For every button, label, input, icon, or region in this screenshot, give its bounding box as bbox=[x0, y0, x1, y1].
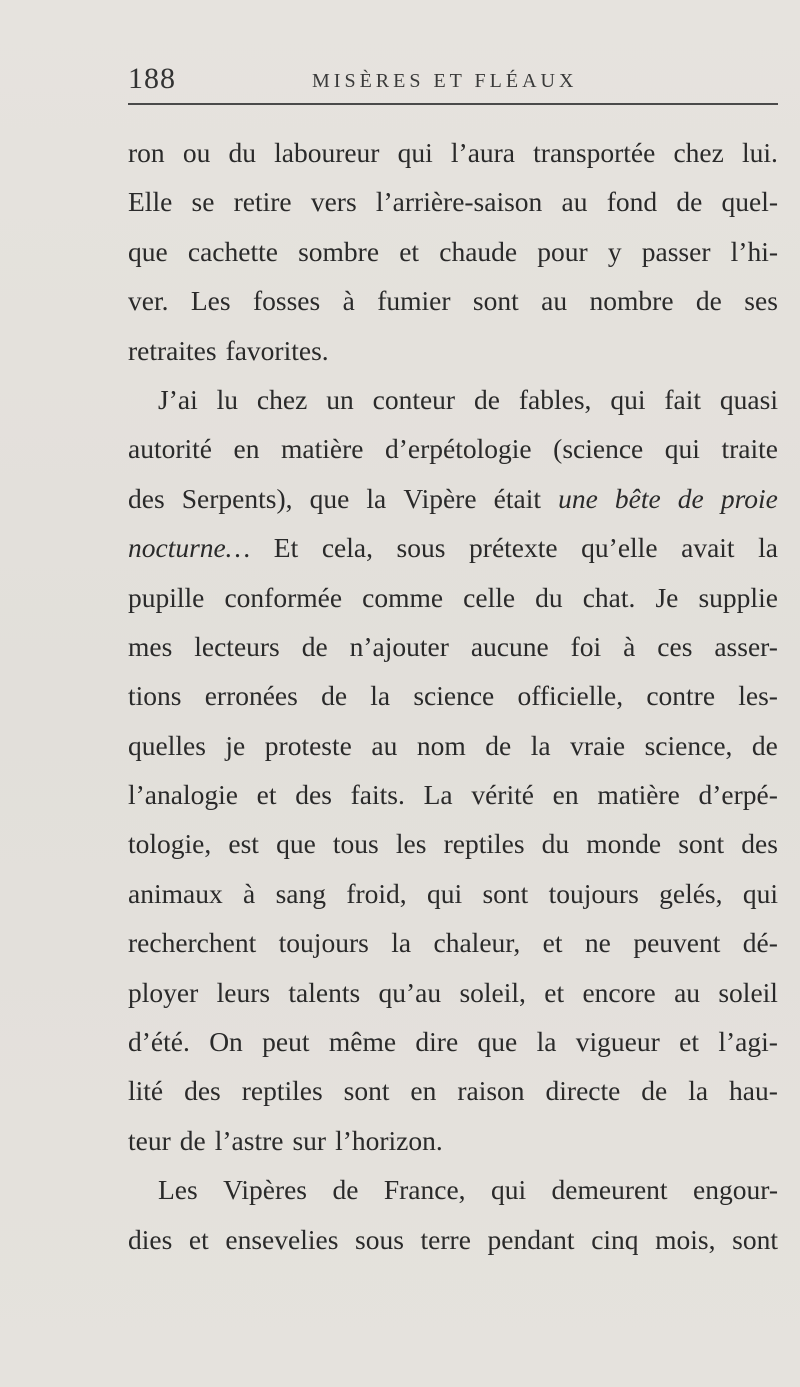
text-line: lité des reptiles sont en raison directe de la hau- bbox=[128, 1075, 778, 1107]
text-line: ver. Les fosses à fumier sont au nombre de ses bbox=[128, 285, 778, 317]
text-line: teur de l’astre sur l’horizon. bbox=[128, 1124, 443, 1156]
page-number: 188 bbox=[128, 62, 176, 95]
text-line: tions erronées de la science officielle, contre les- bbox=[128, 680, 778, 712]
text-line: pupille conformée comme celle du chat. Je supplie bbox=[128, 581, 778, 613]
text-line: mes lecteurs de n’ajouter aucune foi à ces asser- bbox=[128, 630, 778, 662]
running-head: MISÈRES ET FLÉAUX bbox=[312, 70, 578, 92]
text-line: d’été. On peut même dire que la vigueur et l’agi- bbox=[128, 1026, 778, 1058]
text-line: Elle se retire vers l’arrière-saison au fond de quel- bbox=[128, 186, 778, 218]
text-line: nocturne… Et cela, sous prétexte qu’elle avait la bbox=[128, 532, 778, 564]
text-line: tologie, est que tous les reptiles du monde sont des bbox=[128, 828, 778, 860]
text-line: recherchent toujours la chaleur, et ne peuvent dé- bbox=[128, 927, 778, 959]
page-header bbox=[128, 62, 778, 98]
text-line: animaux à sang froid, qui sont toujours gelés, qui bbox=[128, 877, 778, 909]
text-line: l’analogie et des faits. La vérité en matière d’erpé- bbox=[128, 779, 778, 811]
text-line: Les Vipères de France, qui demeurent engour- bbox=[158, 1174, 778, 1206]
text-line: quelles je proteste au nom de la vraie science, de bbox=[128, 729, 778, 761]
text-line: J’ai lu chez un conteur de fables, qui fait quasi bbox=[158, 383, 778, 415]
body-text bbox=[128, 128, 778, 1264]
text-line: des Serpents), que la Vipère était une bête de proie bbox=[128, 482, 778, 514]
text-line: ron ou du laboureur qui l’aura transportée chez lui. bbox=[128, 137, 778, 168]
text-line: autorité en matière d’erpétologie (science qui traite bbox=[128, 433, 778, 465]
text-line: ployer leurs talents qu’au soleil, et encore au soleil bbox=[128, 976, 778, 1008]
header-rule bbox=[128, 103, 778, 105]
text-line: que cachette sombre et chaude pour y passer l’hi- bbox=[128, 235, 778, 267]
text-line: retraites favorites. bbox=[128, 334, 329, 366]
text-line: dies et ensevelies sous terre pendant cinq mois, sont bbox=[128, 1223, 778, 1255]
